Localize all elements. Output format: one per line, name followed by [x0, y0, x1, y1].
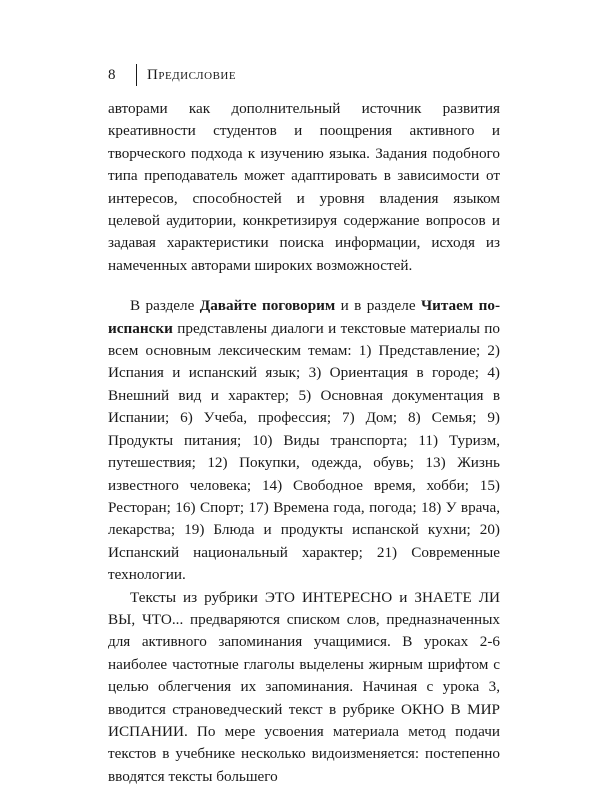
header-divider [136, 64, 137, 86]
paragraph-2-mid: и в разделе [335, 297, 421, 315]
section-name-lets-talk: Давайте поговорим [199, 297, 336, 315]
section-name-read-spanish: Читаем по-испански [108, 297, 500, 337]
page-header [108, 64, 498, 86]
paragraph-1: авторами как дополнительный источник развития креативности студентов и поощрения активного и творческого подхода к изучению языка. Задания подобного типа преподаватель может адаптировать в зависимости от интересов, способностей и уровня владения языком целевой аудитории, конкретизируя содержание вопросов и задавая характеристики поиска информации, исходя из намеченных авторами широких возможностей. [108, 100, 500, 274]
paragraph-2 [108, 295, 500, 586]
running-title: Предисловие [147, 66, 237, 83]
paragraph-gap [108, 277, 500, 295]
paragraph-2-end: представлены диалоги и текстовые материалы по всем основным лексическим темам: 1) Представление; 2) Испания и испанский язык; 3) Ориентация в городе; 4) Внешний вид и характер; 5) Основная документация в Испании; 6) Учеба, профессия; 7) Дом; 8) Семья; 9) Продукты питания; 10) Виды транспорта; 11) Туризм, путешествия; 12) Покупки, одежда, обувь; 13) Жизнь известного человека; 14) Свободное время, хобби; 15) Ресторан; 16) Спорт; 17) Времена года, погода; 18) У врача, лекарства; 19) Блюда и продукты испанской кухни; 20) Испанский национальный характер; 21) Современные технологии. [108, 319, 500, 584]
paragraph-2-start: В разделе [130, 297, 200, 315]
page-body [108, 98, 500, 788]
paragraph-3: Тексты из рубрики ЭТО ИНТЕРЕСНО и ЗНАЕТЕ ЛИ ВЫ, ЧТО... предваряются списком слов, предназначенных для активного запоминания учащимися. В уроках 2-6 наиболее частотные глаголы выделены жирным шрифтом с целью облегчения их запоминания. Начиная с урока 3, вводится страноведческий текст в рубрике ОКНО В МИР ИСПАНИИ. По мере усвоения материала метод подачи текстов в учебнике несколько видоизменяется: постепенно вводятся тексты большего [108, 588, 500, 785]
page-number: 8 [108, 66, 116, 83]
